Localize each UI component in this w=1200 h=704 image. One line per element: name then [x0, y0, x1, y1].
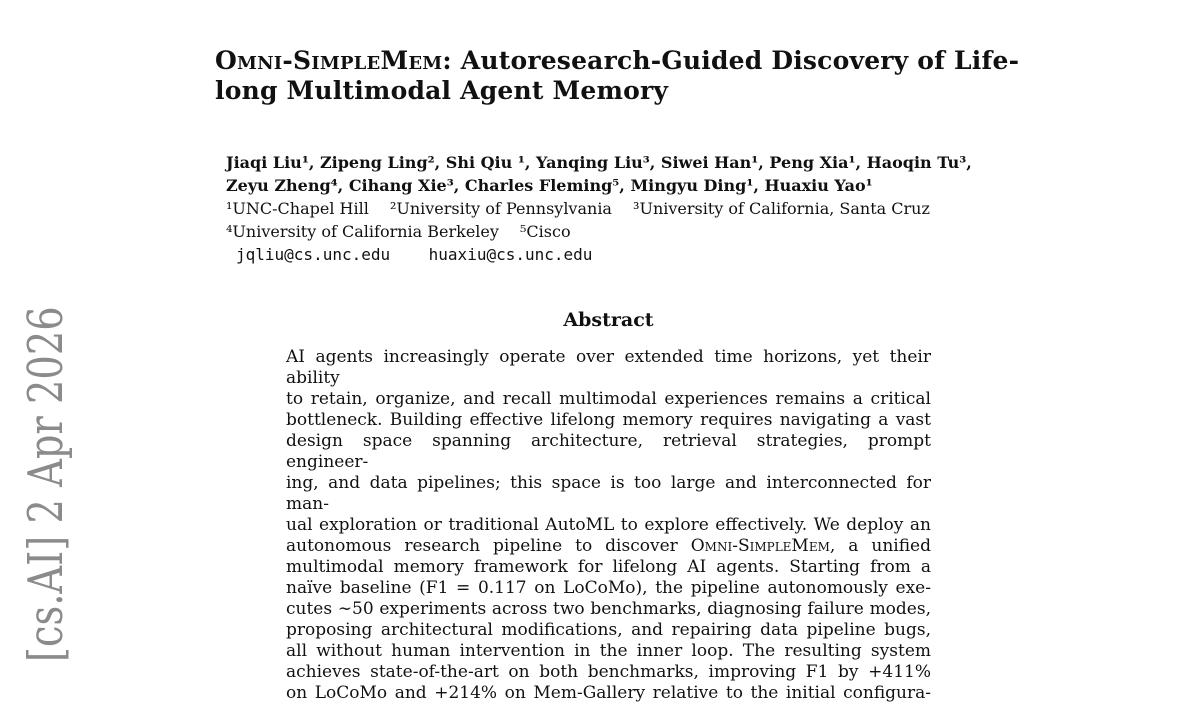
abstract-line: all without human intervention in the inner loop. The resulting system: [286, 641, 931, 661]
abstract-line: achieves state-of-the-art on both benchmarks, improving F1 by +411%: [286, 662, 931, 682]
abstract-section: [286, 308, 931, 704]
abstract-line: to retain, organize, and recall multimodal experiences remains a critical: [286, 389, 931, 409]
paper-title: [215, 46, 1045, 106]
paper-title-smallcaps: Omni-SimpleMem: [215, 46, 443, 75]
author-emails: jqliu@cs.unc.edu huaxiu@cs.unc.edu: [236, 245, 593, 264]
abstract-line: proposing architectural modifications, and repairing data pipeline bugs,: [286, 620, 931, 640]
abstract-heading: Abstract: [563, 309, 654, 331]
authors-line1: Jiaqi Liu¹, Zipeng Ling², Shi Qiu ¹, Yanqing Liu³, Siwei Han¹, Peng Xia¹, Haoqin Tu³,: [226, 153, 972, 172]
paper-title-line2: long Multimodal Agent Memory: [215, 76, 669, 105]
abstract-line: ual exploration or traditional AutoML to explore effectively. We deploy an: [286, 515, 931, 535]
abstract-line: ing, and data pipelines; this space is too large and interconnected for man-: [286, 473, 931, 514]
abstract-line: bottleneck. Building effective lifelong memory requires navigating a vast: [286, 410, 931, 430]
abstract-line: design space spanning architecture, retrieval strategies, prompt engineer-: [286, 431, 931, 472]
abstract-line: on LoCoMo and +214% on Mem-Gallery relative to the initial configura-: [286, 683, 931, 703]
arxiv-watermark: [cs.AI] 2 Apr 2026: [18, 306, 74, 662]
abstract-line: [286, 536, 931, 557]
authors-line2: Zeyu Zheng⁴, Cihang Xie³, Charles Fleming⁵, Mingyu Ding¹, Huaxiu Yao¹: [226, 176, 873, 195]
author-block: [226, 151, 1086, 266]
abstract-line: cutes ∼50 experiments across two benchmarks, diagnosing failure modes,: [286, 599, 931, 619]
abstract-line-text: , a unified: [829, 536, 931, 556]
abstract-line: multimodal memory framework for lifelong AI agents. Starting from a: [286, 557, 931, 577]
abstract-line: AI agents increasingly operate over extended time horizons, yet their ability: [286, 347, 931, 388]
paper-title-line1-rest: : Autoresearch-Guided Discovery of Life-: [442, 46, 1020, 75]
affiliations-line1: ¹UNC-Chapel Hill ²University of Pennsylvania ³University of California, Santa Cruz: [226, 199, 930, 218]
paper-title-line1: [215, 46, 1045, 76]
abstract-line: naïve baseline (F1 = 0.117 on LoCoMo), the pipeline autonomously exe-: [286, 578, 931, 598]
abstract-lines: [286, 347, 931, 704]
abstract-line-text: autonomous research pipeline to discover: [286, 536, 691, 556]
abstract-smallcaps-text: Omni-SimpleMem: [690, 536, 830, 556]
affiliations-line2: ⁴University of California Berkeley ⁵Cisco: [226, 222, 571, 241]
